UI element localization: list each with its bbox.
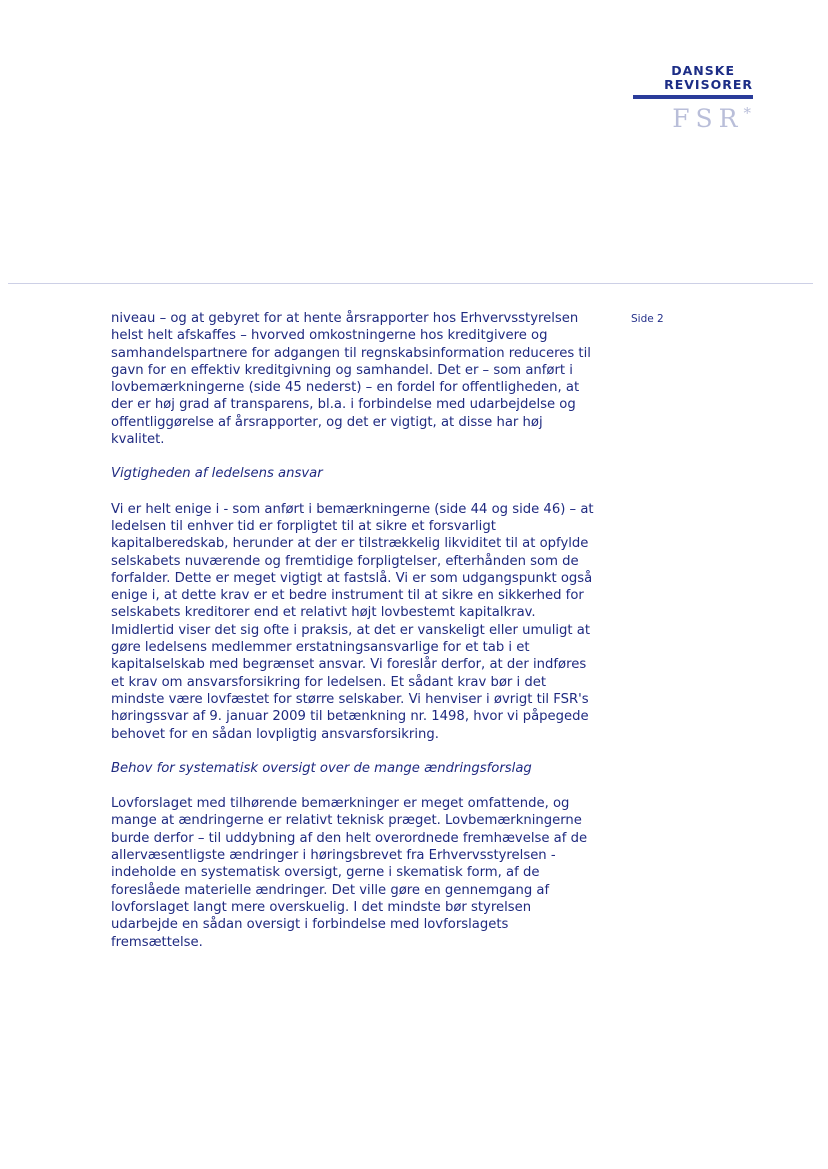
fsr-logo xyxy=(628,64,753,132)
logo-bar xyxy=(633,95,753,99)
header-divider xyxy=(8,283,813,284)
heading-systematic-overview: Behov for systematisk oversigt over de mange ændringsforslag xyxy=(111,760,532,776)
logo-text-danske: DANSKE xyxy=(671,63,735,78)
paragraph-intro: niveau – og at gebyret for at hente årsrapporter hos Erhvervsstyrelsen helst helt afskaffes – hvorved omkostningerne hos kreditgivere og samhandelspartnere for adgangen til regnskabsinformation reduceres til gavn for en effektiv kreditgivning og samhandel. Det er – som anført i lovbemærkningerne (side 45 nederst) – en fordel for offentligheden, at der er høj grad af transparens, bl.a. i forbindelse med udarbejdelse og offentliggørelse af årsrapporter, og det er vigtigt, at disse har høj kvalitet. xyxy=(111,311,591,448)
logo-mark-star: * xyxy=(743,104,751,122)
paragraph-systematic-overview: Lovforslaget med tilhørende bemærkninger er meget omfattende, og mange at ændringerne er relativt teknisk præget. Lovbemærkningerne burde derfor – til uddybning af den helt overordnede fremhævelse af de allervæsentligste ændringer i høringsbrevet fra Erhvervsstyrelsen - indeholde en systematisk oversigt, gerne i skematisk form, af de foreslåede materielle ændringer. Det ville gøre en gennemgang af lovforslaget langt mere overskuelig. I det mindste bør styrelsen udarbejde en sådan oversigt i forbindelse med lovforslagets fremsættelse. xyxy=(111,796,588,950)
logo-mark-letters: FSR xyxy=(672,104,744,133)
logo-text-revisorer: REVISORER xyxy=(664,77,753,92)
logo-mark-fsr xyxy=(628,100,751,132)
page-number: Side 2 xyxy=(631,313,664,325)
paragraph-management-responsibility: Vi er helt enige i - som anført i bemærkningerne (side 44 og side 46) – at ledelsen til enhver tid er forpligtet til at sikre et forsvarligt kapitalberedskab, herunder at der er tilstrækkelig likviditet til at opfylde selskabets nuværende og fremtidige forpligtelser, efterhånden som de forfalder. Dette er meget vigtigt at fastslå. Vi er som udgangspunkt også enige i, at dette krav er et bedre instrument til at sikre en sikkerhed for selskabets kreditorer end et relativt højt lovbestemt kapitalkrav. Imidlertid viser det sig ofte i praksis, at det er vanskeligt eller umuligt at gøre ledelsens medlemmer erstatningsansvarlige for et tab i et kapitalselskab med begrænset ansvar. Vi foreslår derfor, at der indføres et krav om ansvarsforsikring for ledelsen. Et sådant krav bør i det mindste være lovfæstet for større selskaber. Vi henviser i øvrigt til FSR's høringssvar af 9. januar 2009 til betænkning nr. 1498, hvor vi påpegede behovet for en sådan lovpligtig ansvarsforsikring. xyxy=(111,501,594,742)
letter-body xyxy=(111,310,596,951)
heading-management-responsibility: Vigtigheden af ledelsens ansvar xyxy=(111,466,323,482)
